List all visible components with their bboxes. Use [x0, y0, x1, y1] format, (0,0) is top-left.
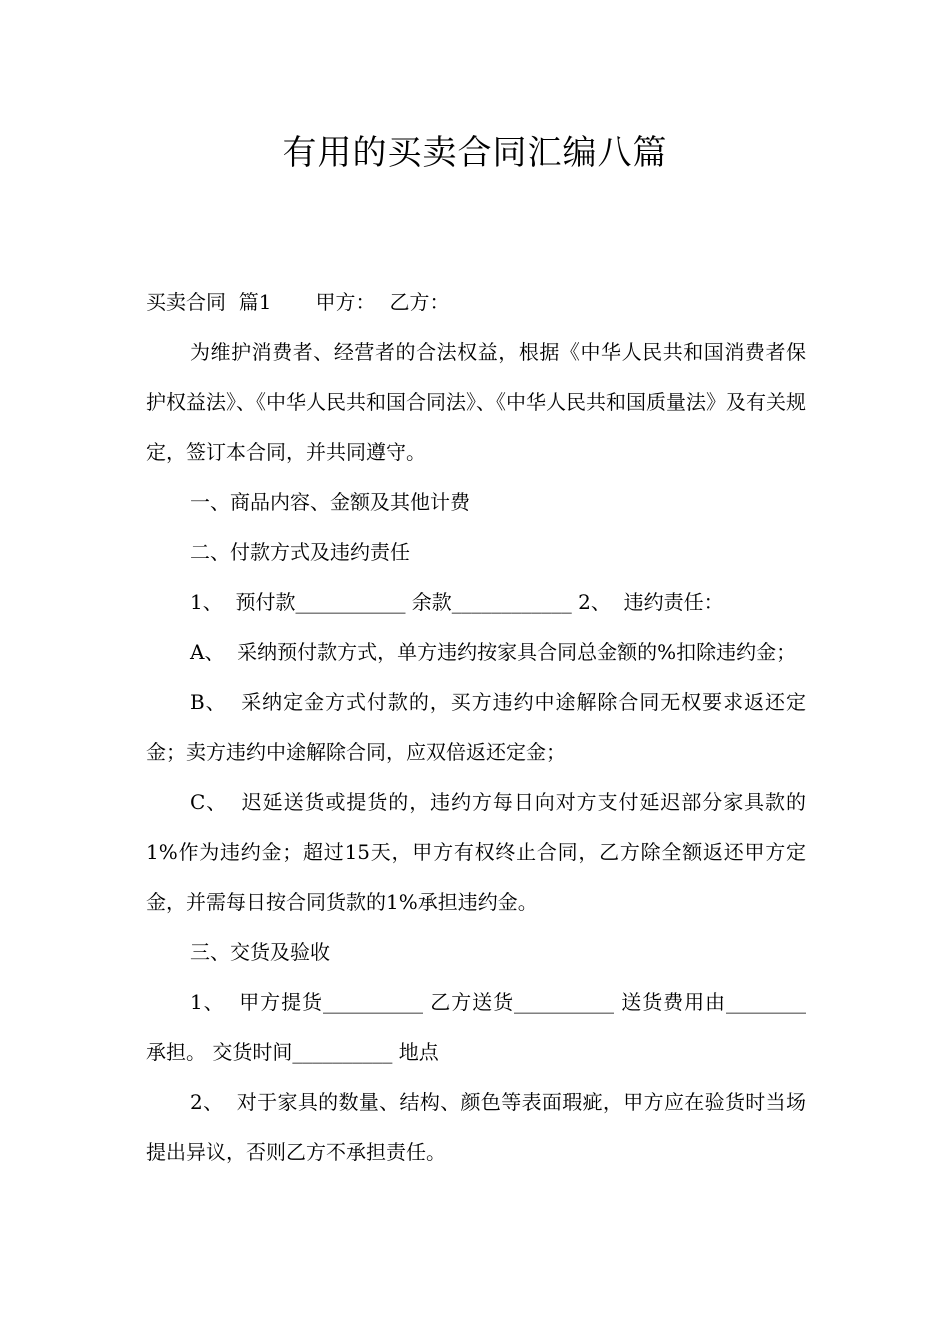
document-body — [146, 277, 806, 1177]
section-label: 买卖合同 篇1 — [146, 290, 272, 314]
paragraph-delivery-terms: 1、 甲方提货__________ 乙方送货__________ 送货费用由________承担。 交货时间__________ 地点 — [146, 990, 806, 1064]
section-heading-goods: 一、商品内容、金额及其他计费 — [190, 490, 470, 514]
paragraph-clause-b: B、 采纳定金方式付款的，买方违约中途解除合同无权要求返还定金；卖方违约中途解除合同，应双倍返还定金； — [146, 690, 806, 764]
document-title: 有用的买卖合同汇编八篇 — [282, 133, 668, 173]
party-b-label: 乙方： — [389, 290, 450, 314]
section-heading-payment: 二、付款方式及违约责任 — [190, 540, 410, 564]
header-line — [146, 277, 806, 327]
paragraph-inspection: 2、 对于家具的数量、结构、颜色等表面瑕疵，甲方应在验货时当场提出异议，否则乙方不承担责任。 — [146, 1090, 806, 1164]
paragraph-clause-c: C、 迟延送货或提货的，违约方每日向对方支付延迟部分家具款的1%作为违约金；超过15天，甲方有权终止合同，乙方除全额返还甲方定金，并需每日按合同货款的1%承担违约金。 — [146, 790, 806, 914]
section-heading-delivery: 三、交货及验收 — [190, 940, 330, 964]
paragraph-preamble: 为维护消费者、经营者的合法权益，根据《中华人民共和国消费者保护权益法》、《中华人民共和国合同法》、《中华人民共和国质量法》及有关规定，签订本合同，并共同遵守。 — [146, 340, 806, 464]
paragraph-clause-a: A、 采纳预付款方式，单方违约按家具合同总金额的%扣除违约金； — [190, 640, 797, 664]
paragraph-payment-terms: 1、 预付款___________ 余款____________ 2、 违约责任： — [190, 590, 724, 614]
party-a-label: 甲方： — [315, 290, 376, 314]
